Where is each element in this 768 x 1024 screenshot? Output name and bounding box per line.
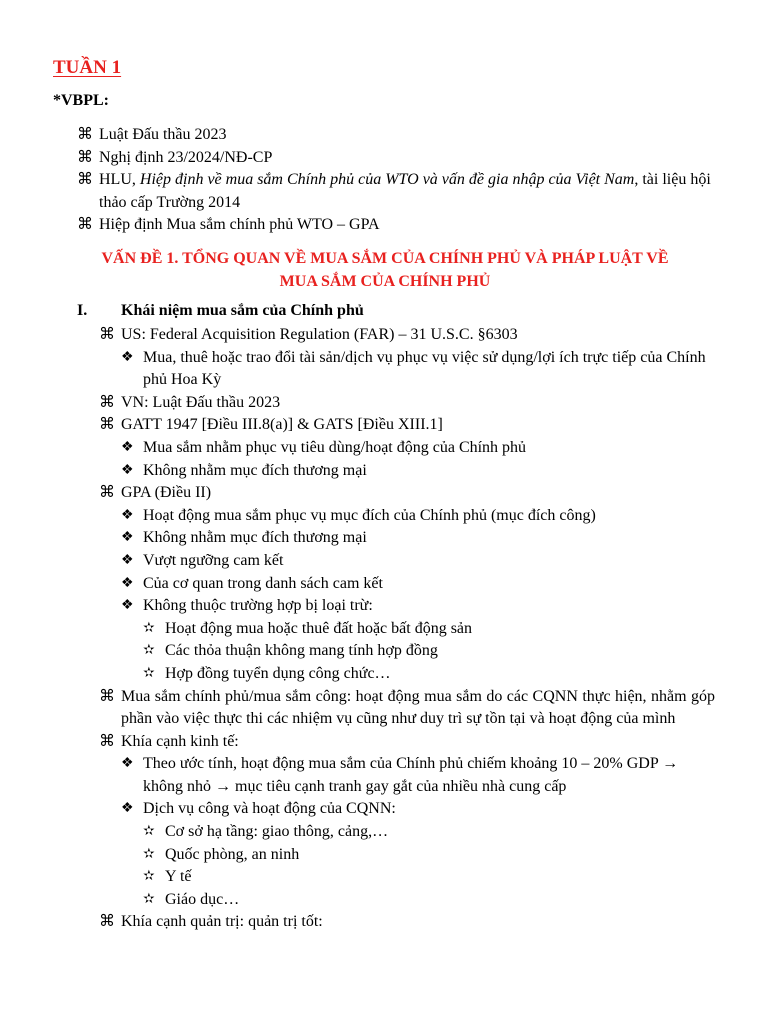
star-bullet-icon: ✫ (143, 665, 155, 681)
list-item (99, 618, 715, 641)
diamond-bullet-icon: ❖ (121, 462, 134, 478)
reference-text: Hiệp định Mua sắm chính phủ WTO – GPA (99, 216, 380, 233)
list-item (99, 347, 715, 392)
section-heading (77, 302, 364, 320)
outline-text: Y tế (165, 868, 192, 886)
star-bullet-icon: ✫ (143, 869, 155, 885)
command-bullet-icon: ⌘ (99, 913, 115, 931)
list-item (99, 527, 715, 550)
star-bullet-icon: ✫ (143, 824, 155, 840)
outline-text: Giáo dục… (165, 890, 240, 908)
list-item (99, 595, 715, 618)
outline-text: Hoạt động mua sắm phục vụ mục đích của Chính phủ (mục đích công) (143, 506, 596, 524)
diamond-bullet-icon: ❖ (121, 756, 134, 772)
outline-text: Dịch vụ công và hoạt động của CQNN: (143, 800, 396, 818)
list-item (99, 663, 715, 686)
star-bullet-icon: ✫ (143, 846, 155, 862)
list-item (99, 911, 715, 934)
outline-list (99, 324, 715, 934)
outline-text: Mua, thuê hoặc trao đổi tài sản/dịch vụ phục vụ việc sử dụng/lợi ích trực tiếp của Chính phủ Hoa Kỳ (143, 348, 706, 389)
outline-text: Các thỏa thuận không mang tính hợp đồng (165, 642, 438, 660)
list-item (99, 392, 715, 415)
outline-text: Theo ước tính, hoạt động mua sắm của Chính phủ chiếm khoảng 10 – 20% GDP → không nhỏ → mục tiêu cạnh tranh gay gắt của nhiều nhà cung cấp (143, 755, 679, 795)
command-bullet-icon: ⌘ (99, 416, 115, 434)
list-item (99, 821, 715, 844)
command-bullet-icon: ⌘ (77, 171, 93, 188)
command-bullet-icon: ⌘ (77, 216, 93, 233)
outline-text: Cơ sở hạ tầng: giao thông, cảng,… (165, 823, 389, 841)
list-item (99, 866, 715, 889)
list-item (99, 753, 715, 798)
list-item (99, 798, 715, 821)
list-item (99, 844, 715, 867)
outline-text: VN: Luật Đấu thầu 2023 (121, 393, 281, 411)
reference-text: Nghị định 23/2024/NĐ-CP (99, 148, 273, 166)
command-bullet-icon: ⌘ (99, 484, 115, 502)
outline-text: US: Federal Acquisition Regulation (FAR) – 31 U.S.C. §6303 (121, 326, 518, 343)
command-bullet-icon: ⌘ (99, 393, 115, 411)
command-bullet-icon: ⌘ (99, 687, 115, 705)
issue-heading-line: VẤN ĐỀ 1. TỔNG QUAN VỀ MUA SẮM CỦA CHÍNH PHỦ VÀ PHÁP LUẬT VỀ (101, 250, 669, 267)
diamond-bullet-icon: ❖ (121, 507, 134, 523)
list-item (99, 437, 715, 460)
list-item (99, 640, 715, 663)
outline-text: Hoạt động mua hoặc thuê đất hoặc bất động sản (165, 619, 473, 637)
outline-text: Quốc phòng, an ninh (165, 845, 300, 863)
diamond-bullet-icon: ❖ (121, 575, 134, 591)
outline-text: Không thuộc trường hợp bị loại trừ: (143, 597, 373, 615)
list-item (99, 731, 715, 754)
list-item (99, 889, 715, 912)
list-item (99, 414, 715, 437)
reference-text: Luật Đấu thầu 2023 (99, 126, 227, 143)
star-bullet-icon: ✫ (143, 891, 155, 907)
vbpl-label: *VBPL: (53, 92, 109, 109)
reference-list (77, 124, 717, 237)
reference-title: Hiệp định về mua sắm Chính phủ của WTO và vấn đề gia nhập của Việt Nam (139, 171, 635, 188)
outline-text: Vượt ngưỡng cam kết (143, 551, 284, 569)
outline-text: Hợp đồng tuyển dụng công chức… (165, 664, 391, 682)
command-bullet-icon: ⌘ (77, 148, 93, 166)
outline-text: Mua sắm chính phủ/mua sắm công: hoạt động mua sắm do các CQNN thực hiện, nhằm góp phần vào việc thực thi các nhiệm vụ cũng như duy trì sự tồn tại và hoạt động của mình (121, 687, 715, 728)
list-item (77, 169, 717, 214)
list-item (99, 482, 715, 505)
outline-text: GATT 1947 [Điều III.8(a)] & GATS [Điều XIII.1] (121, 416, 443, 434)
issue-heading (60, 247, 710, 293)
section-title: Khái niệm mua sắm của Chính phủ (121, 302, 364, 319)
outline-text: Khía cạnh quản trị: quản trị tốt: (121, 913, 323, 931)
issue-heading-line: MUA SẮM CỦA CHÍNH PHỦ (279, 273, 491, 290)
outline-text: Không nhằm mục đích thương mại (143, 461, 367, 479)
reference-text (99, 169, 717, 214)
list-item (99, 505, 715, 528)
list-item (99, 573, 715, 596)
diamond-bullet-icon: ❖ (121, 552, 134, 568)
list-item (99, 686, 715, 731)
command-bullet-icon: ⌘ (99, 732, 115, 750)
outline-text: Khía cạnh kinh tế: (121, 732, 239, 750)
list-item (99, 460, 715, 483)
outline-text: Mua sắm nhằm phục vụ tiêu dùng/hoạt động của Chính phủ (143, 438, 527, 456)
command-bullet-icon: ⌘ (77, 126, 93, 143)
section-number: I. (77, 302, 88, 319)
diamond-bullet-icon: ❖ (121, 598, 134, 614)
reference-prefix: HLU, (99, 171, 140, 188)
week-title: TUẦN 1 (53, 57, 122, 78)
list-item (77, 214, 717, 237)
diamond-bullet-icon: ❖ (121, 349, 134, 365)
star-bullet-icon: ✫ (143, 620, 155, 636)
list-item (99, 324, 715, 347)
star-bullet-icon: ✫ (143, 643, 155, 659)
outline-text: GPA (Điều II) (121, 484, 212, 502)
list-item (77, 147, 717, 170)
diamond-bullet-icon: ❖ (121, 801, 134, 817)
reference-suffix: , tài liệu hội thảo cấp Trường 2014 (99, 171, 711, 211)
outline-text: Không nhằm mục đích thương mại (143, 529, 367, 547)
list-item (99, 550, 715, 573)
command-bullet-icon: ⌘ (99, 326, 115, 343)
diamond-bullet-icon: ❖ (121, 439, 134, 455)
list-item (77, 124, 717, 147)
diamond-bullet-icon: ❖ (121, 530, 134, 546)
outline-text: Của cơ quan trong danh sách cam kết (143, 574, 383, 592)
